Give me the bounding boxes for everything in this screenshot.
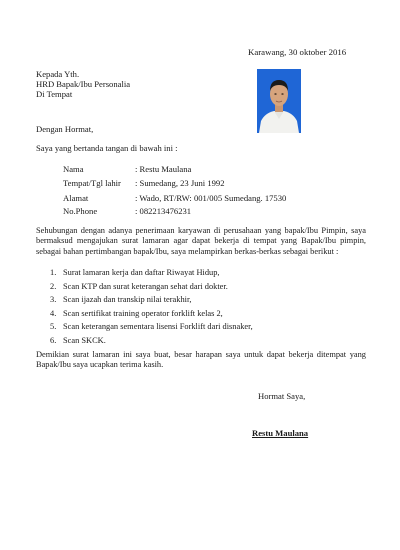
list-text: Scan keterangan sementara lisensi Forklift dari disnaker, — [63, 322, 253, 332]
list-text: Surat lamaran kerja dan daftar Riwayat Hidup, — [63, 268, 220, 277]
list-number: 4. — [50, 308, 57, 318]
body-paragraph: Sehubungan dengan adanya penerimaan karyawan di perusahaan yang bapak/Ibu Pimpin, saya bermaksud mengajukan surat lamaran agar dapat bekerja di tempat yang Bapak/Ibu pimpin, sebagai bahan pertimbangan bapak/Ibu, saya melampirkan berkas-berkas sebagai berikut : — [36, 226, 366, 256]
salutation: Dengan Hormat, — [36, 124, 94, 134]
bio-label-address: Alamat — [63, 193, 89, 203]
list-number: 6. — [50, 335, 57, 345]
list-text: Scan KTP dan surat keterangan sehat dari dokter. — [63, 281, 228, 291]
bio-label-phone: No.Phone — [63, 206, 98, 216]
list-number: 1. — [50, 268, 57, 277]
recipient-line-3: Di Tempat — [36, 89, 73, 99]
bio-value-phone: : 082213476231 — [135, 206, 192, 216]
list-number: 2. — [50, 281, 57, 291]
signature-name: Restu Maulana — [252, 428, 309, 438]
list-number: 3. — [50, 295, 57, 305]
intro-text: Saya yang bertanda tangan di bawah ini : — [36, 143, 178, 153]
list-text: Scan SKCK. — [63, 335, 106, 345]
applicant-photo — [257, 69, 301, 133]
closing-text: Hormat Saya, — [258, 391, 306, 401]
bio-value-birth: : Sumedang, 23 Juni 1992 — [135, 178, 225, 188]
list-text: Scan ijazah dan transkip nilai terakhir, — [63, 295, 192, 305]
list-text: Scan sertifikat training operator forklift kelas 2, — [63, 308, 223, 318]
bio-label-birth: Tempat/Tgl lahir — [63, 178, 121, 188]
bio-value-name: : Restu Maulana — [135, 164, 192, 174]
recipient-line-2: HRD Bapak/Ibu Personalia — [36, 79, 131, 89]
closing-paragraph: Demikian surat lamaran ini saya buat, besar harapan saya untuk dapat bekerja ditempat yang Bapak/Ibu saya ucapkan terima kasih. — [36, 350, 366, 370]
recipient-line-1: Kepada Yth. — [36, 69, 80, 79]
bio-label-name: Nama — [63, 164, 84, 174]
bio-value-address: : Wado, RT/RW: 001/005 Sumedang. 17530 — [135, 193, 287, 203]
place-date: Karawang, 30 oktober 2016 — [248, 47, 347, 57]
list-number: 5. — [50, 322, 57, 332]
